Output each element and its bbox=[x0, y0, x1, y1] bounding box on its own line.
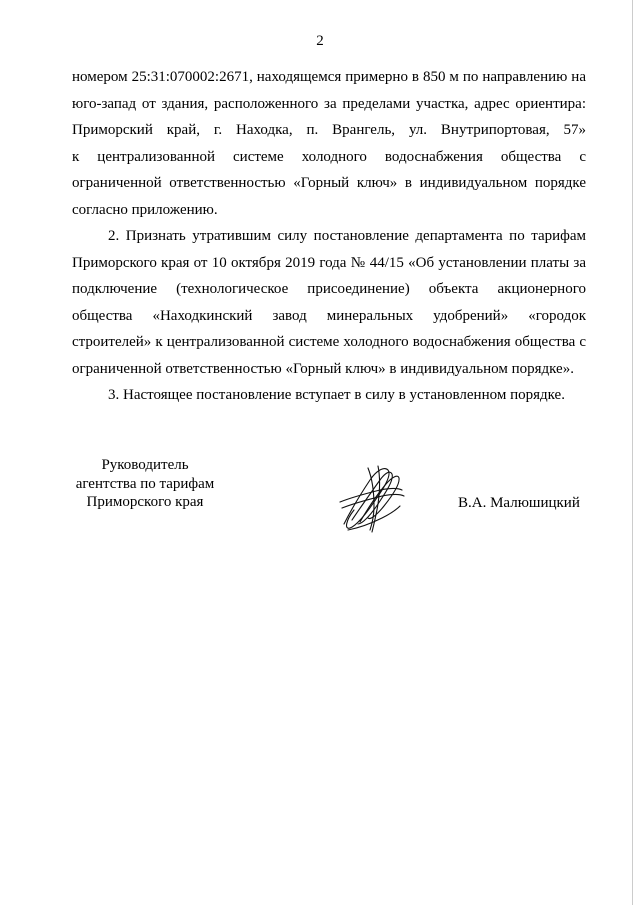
paragraph-2-line-5: строителей» к централизованной системе холодного водоснабжения общества с bbox=[72, 334, 586, 350]
document-body bbox=[72, 64, 586, 409]
scan-margin-line bbox=[632, 0, 633, 905]
signer-position-line-3: Приморского края bbox=[86, 494, 204, 510]
paragraph-2-line-3: подключение (технологическое присоединение) объекта акционерного bbox=[72, 281, 586, 297]
paragraph-1-line-2: юго-запад от здания, расположенного за пределами участка, адрес ориентира: bbox=[72, 95, 586, 112]
page-number: 2 bbox=[316, 33, 324, 49]
paragraph-2-line-2: Приморского края от 10 октября 2019 года № 44/15 «Об установлении платы за bbox=[72, 254, 586, 271]
paragraph-1-line-3: Приморский край, г. Находка, п. Врангель, ул. Внутрипортовая, 57» bbox=[72, 122, 586, 138]
signature-block bbox=[0, 452, 640, 572]
signer-position-line-1: Руководитель bbox=[101, 457, 189, 473]
signer-position-line-2: агентства по тарифам bbox=[75, 475, 215, 492]
paragraph-2-line-4: общества «Находкинский завод минеральных удобрений» «городок bbox=[72, 307, 586, 324]
paragraph-2-line-1: 2. Признать утратившим силу постановление департамента по тарифам bbox=[108, 228, 586, 244]
signer-name: В.А. Малюшицкий bbox=[458, 495, 580, 511]
paragraph-3-line-1: 3. Настоящее постановление вступает в силу в установленном порядке. bbox=[108, 387, 565, 403]
paragraph-1-line-6: согласно приложению. bbox=[72, 201, 218, 218]
handwritten-signature bbox=[330, 458, 410, 538]
paragraph-2-line-6: ограниченной ответственностью «Горный ключ» в индивидуальном порядке». bbox=[72, 360, 574, 377]
signer-position bbox=[70, 456, 220, 512]
paragraph-1-line-4: к централизованной системе холодного водоснабжения общества с bbox=[72, 148, 586, 165]
paragraph-1-line-5: ограниченной ответственностью «Горный ключ» в индивидуальном порядке bbox=[72, 175, 586, 191]
paragraph-1-line-1: номером 25:31:070002:2671, находящемся примерно в 850 м по направлению на bbox=[72, 69, 586, 85]
